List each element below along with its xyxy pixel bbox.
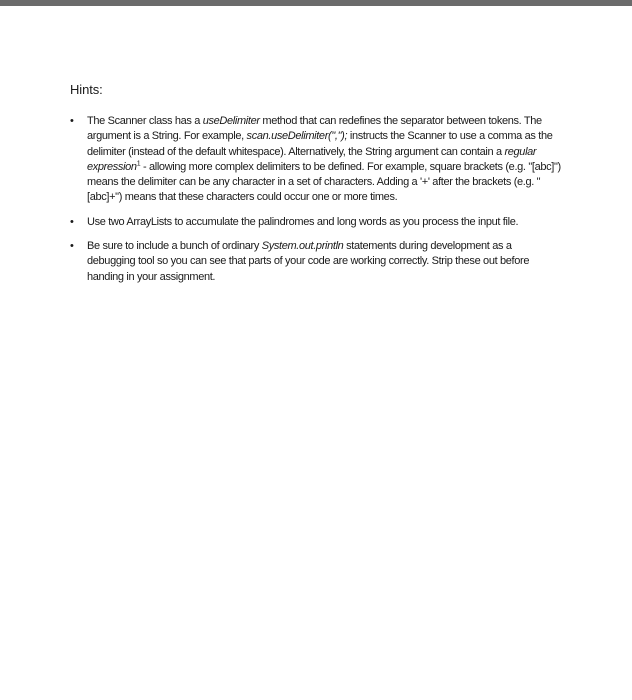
bullet-icon: • [70, 240, 74, 253]
text-segment: Be sure to include a bunch of ordinary [87, 240, 262, 253]
hint-text [87, 216, 518, 228]
hint-item-scanner-delimiter [70, 114, 562, 206]
hint-text [87, 240, 529, 283]
emphasized-text: System.out.println [261, 240, 344, 253]
emphasized-text: regular expression [87, 145, 537, 173]
text-segment: Use two ArrayLists to accumulate the palindromes and long words as you process the input file. [87, 215, 519, 228]
bullet-icon: • [70, 215, 74, 228]
text-segment: The Scanner class has a [87, 115, 203, 127]
hints-heading: Hints: [70, 82, 103, 97]
top-border-bar [0, 0, 632, 6]
text-segment: instructs the Scanner to use a comma as the delimiter (instead of the default whitespace). Alternatively, the String argument can contain a [87, 130, 553, 158]
hint-list [70, 114, 562, 285]
hint-item-println-debugging [70, 239, 562, 285]
text-segment: method that can redefines the separator between tokens. The argument is a String. For example, [87, 115, 542, 143]
emphasized-text: useDelimiter [202, 115, 260, 127]
emphasized-text: scan.useDelimiter(","); [246, 130, 348, 143]
bullet-icon: • [70, 115, 74, 127]
text-segment: statements during development as a debugging tool so you can see that parts of your code are working correctly. Strip these out before handing in your assignment. [87, 240, 530, 283]
footnote-marker: 1 [136, 160, 141, 168]
text-segment: - allowing more complex delimiters to be defined. For example, square brackets (e.g. "[abc]") means the delimiter can be any character in a set of characters. Adding a '+' after the brackets (e.g. "[abc]+") means that these characters could occur one or more times. [87, 160, 561, 204]
document-content [70, 82, 562, 294]
hint-item-arraylists [70, 215, 562, 230]
hint-text [87, 115, 561, 203]
